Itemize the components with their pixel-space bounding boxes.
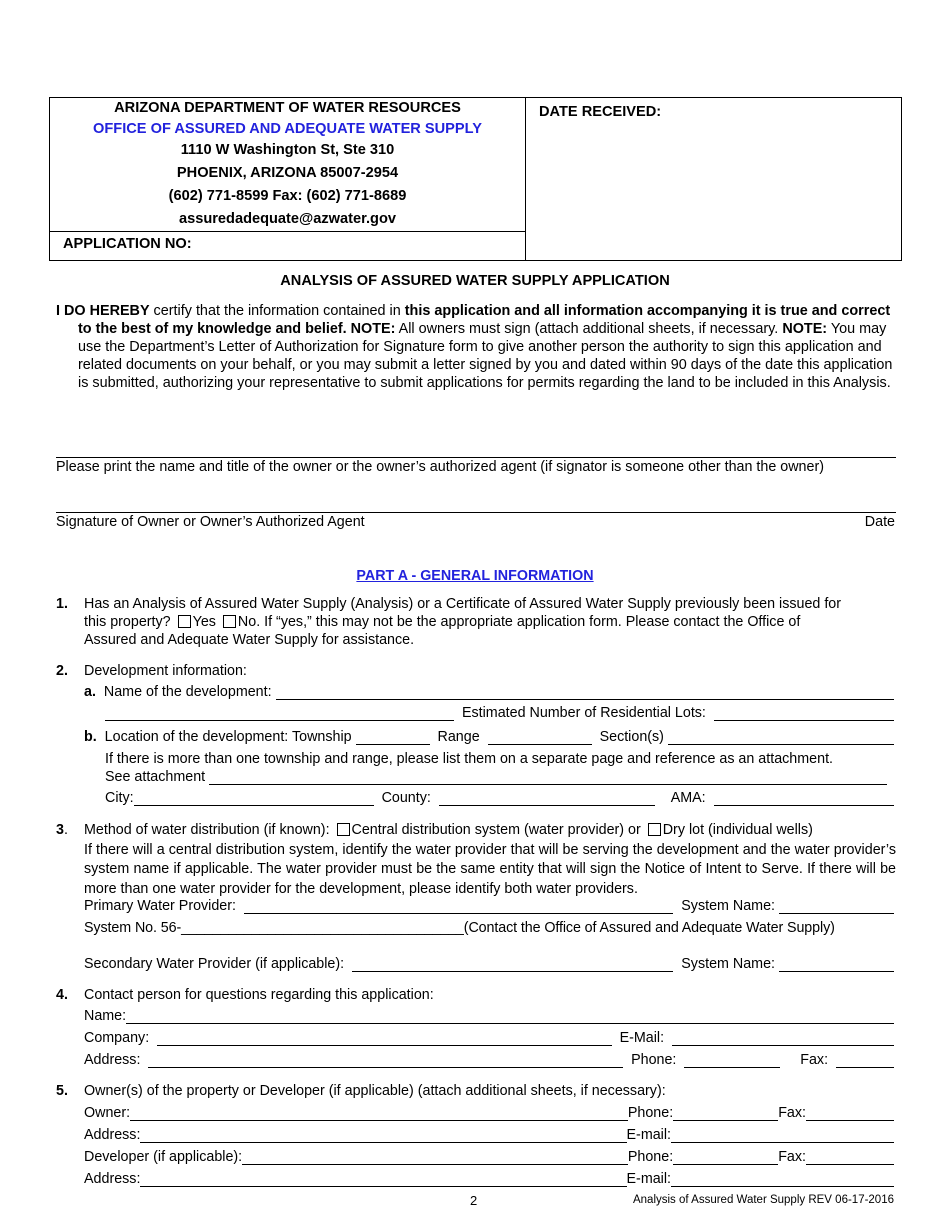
contact-email-field[interactable] <box>672 1033 894 1046</box>
form-title: ANALYSIS OF ASSURED WATER SUPPLY APPLICATION <box>280 273 670 289</box>
print-name-line[interactable] <box>56 457 896 458</box>
q1-line3: Assured and Adequate Water Supply for assistance. <box>84 632 415 648</box>
q2-number: 2. <box>56 663 68 679</box>
contact-name-field[interactable] <box>126 1011 894 1024</box>
developer-fax-field[interactable] <box>806 1152 894 1165</box>
cert-lead: I DO HEREBY <box>56 303 150 319</box>
q2a-row <box>84 684 894 700</box>
primary-provider-label: Primary Water Provider: <box>84 898 236 914</box>
county-field[interactable] <box>439 793 655 806</box>
q1-rest: If “yes,” this may not be the appropriate application form. Please contact the Office of <box>260 614 801 630</box>
ama-field[interactable] <box>714 793 894 806</box>
contact-address-label: Address: <box>84 1052 141 1068</box>
owner-phone-label: Phone: <box>627 1105 674 1121</box>
q1-no-checkbox[interactable] <box>223 615 236 628</box>
contact-name-row <box>84 1008 894 1024</box>
development-name-field[interactable] <box>276 687 894 700</box>
application-no-label: APPLICATION NO: <box>63 236 192 252</box>
owner-address-field[interactable] <box>140 1130 626 1143</box>
system-name-2-label: System Name: <box>681 956 776 972</box>
owner-address-row <box>84 1127 894 1143</box>
contact-address-field[interactable] <box>148 1055 623 1068</box>
developer-fax-label: Fax: <box>778 1149 806 1165</box>
cert-text-2: All owners must sign (attach additional sheets, if necessary. <box>395 321 783 337</box>
development-name-field-cont[interactable] <box>105 708 454 721</box>
developer-row <box>84 1149 894 1165</box>
agency-street: 1110 W Washington St, Ste 310 <box>180 142 395 158</box>
contact-fax-field[interactable] <box>836 1055 894 1068</box>
q1-number: 1. <box>56 596 68 612</box>
contact-address-row <box>84 1052 894 1068</box>
system-no-label: System No. 56- <box>84 920 182 936</box>
q5-number: 5. <box>56 1083 68 1099</box>
system-no-note: (Contact the Office of Assured and Adequate Water Supply) <box>463 920 835 936</box>
developer-address-field[interactable] <box>140 1174 626 1187</box>
primary-provider-row <box>84 898 894 914</box>
lots-row <box>105 705 894 721</box>
owner-fax-label: Fax: <box>778 1105 806 1121</box>
developer-address-label: Address: <box>84 1171 141 1187</box>
contact-name-label: Name: <box>84 1008 127 1024</box>
revision-label: Analysis of Assured Water Supply REV 06-17-2016 <box>632 1194 894 1206</box>
contact-fax-label: Fax: <box>800 1052 829 1068</box>
owner-label: Owner: <box>84 1105 131 1121</box>
owner-phone-field[interactable] <box>673 1108 778 1121</box>
system-no-row <box>84 920 835 936</box>
header-divider-horizontal <box>50 231 525 232</box>
q1-no-label: No. <box>237 614 261 630</box>
print-name-label: Please print the name and title of the owner or the owner’s authorized agent (if signator is someone other than the owner) <box>56 459 824 475</box>
developer-label: Developer (if applicable): <box>84 1149 243 1165</box>
owner-field[interactable] <box>130 1108 628 1121</box>
contact-email-label: E-Mail: <box>619 1030 665 1046</box>
contact-phone-field[interactable] <box>684 1055 780 1068</box>
see-attachment-label: See attachment <box>105 769 206 785</box>
dry-lot-checkbox[interactable] <box>648 823 661 836</box>
q1-line2 <box>84 614 800 630</box>
developer-phone-label: Phone: <box>627 1149 674 1165</box>
q4-number: 4. <box>56 987 68 1003</box>
secondary-provider-field[interactable] <box>352 959 673 972</box>
agency-block <box>50 98 525 230</box>
city-label: City: <box>105 790 134 806</box>
sections-field[interactable] <box>668 732 894 745</box>
method-label: Method of water distribution (if known): <box>84 822 330 838</box>
dry-lot-label: Dry lot (individual wells) <box>662 822 813 838</box>
city-county-row <box>105 790 894 806</box>
q1-yes-label: Yes <box>192 614 216 630</box>
office-name: OFFICE OF ASSURED AND ADEQUATE WATER SUPPLY <box>93 121 482 137</box>
central-system-label: Central distribution system (water provider) or <box>351 822 641 838</box>
developer-email-field[interactable] <box>671 1174 894 1187</box>
q2b-row <box>84 729 894 745</box>
city-field[interactable] <box>134 793 374 806</box>
page-number: 2 <box>470 1193 478 1208</box>
development-name-label: Name of the development: <box>103 684 272 700</box>
cert-bold-2: NOTE: <box>782 321 828 337</box>
agency-city: PHOENIX, ARIZONA 85007-2954 <box>176 165 399 181</box>
developer-email-label: E-mail: <box>626 1171 671 1187</box>
developer-address-row <box>84 1171 894 1187</box>
contact-phone-label: Phone: <box>631 1052 677 1068</box>
part-a-heading: PART A - GENERAL INFORMATION <box>356 568 594 584</box>
see-attachment-field[interactable] <box>209 772 887 785</box>
cert-text-1: certify that the information contained in <box>149 303 405 319</box>
primary-provider-field[interactable] <box>244 901 673 914</box>
range-field[interactable] <box>488 732 592 745</box>
contact-company-row <box>84 1030 894 1046</box>
contact-company-field[interactable] <box>157 1033 611 1046</box>
secondary-provider-row <box>84 956 894 972</box>
system-name-field[interactable] <box>779 901 894 914</box>
q2a-letter: a. <box>84 684 96 700</box>
cert-bold-1: this application and all information accompanying it is true and correct to the best of my knowledge and belief. NOTE: <box>78 303 891 337</box>
owner-email-field[interactable] <box>671 1130 894 1143</box>
secondary-provider-label: Secondary Water Provider (if applicable): <box>84 956 345 972</box>
q3-method-row <box>84 822 813 838</box>
agency-email: assuredadequate@azwater.gov <box>178 211 396 227</box>
ama-label: AMA: <box>670 790 706 806</box>
q5-label: Owner(s) of the property or Developer (if applicable) (attach additional sheets, if necessary): <box>84 1083 666 1099</box>
county-label: County: <box>381 790 431 806</box>
signature-line[interactable] <box>56 512 896 513</box>
attachment-row <box>105 769 887 785</box>
developer-field[interactable] <box>242 1152 628 1165</box>
q3-number: 3. <box>56 822 68 838</box>
signature-label: Signature of Owner or Owner’s Authorized Agent <box>56 514 365 530</box>
township-field[interactable] <box>356 732 430 745</box>
system-no-field[interactable]: ____________________________________ <box>181 920 464 936</box>
q1-line1: Has an Analysis of Assured Water Supply (Analysis) or a Certificate of Assured Water Supply previously been issued for <box>84 596 842 612</box>
multi-township-note: If there is more than one township and range, please list them on a separate page and reference as an attachment. <box>105 751 834 767</box>
township-label: Location of the development: Township <box>104 729 352 745</box>
header-box <box>49 97 902 261</box>
q3-instructions: If there will a central distribution system, identify the water provider that will be serving the development and the water provider’s system name if applicable. The water provider must be the same entity that will sign the Notice of Intent to Serve. If there will be more than one water provider for the development, please identify both water providers. <box>84 842 896 897</box>
agency-name: ARIZONA DEPARTMENT OF WATER RESOURCES <box>114 100 461 116</box>
range-label: Range <box>437 729 480 745</box>
owner-address-label: Address: <box>84 1127 141 1143</box>
developer-phone-field[interactable] <box>673 1152 778 1165</box>
owner-email-label: E-mail: <box>626 1127 671 1143</box>
contact-company-label: Company: <box>84 1030 150 1046</box>
system-name-2-field[interactable] <box>779 959 894 972</box>
q2b-letter: b. <box>84 729 97 745</box>
sections-label: Section(s) <box>599 729 664 745</box>
lots-label: Estimated Number of Residential Lots: <box>461 705 706 721</box>
cert-text-3: You may use the Department’s Letter of Authorization for Signature form to give another person the authority to sign this application and related documents on your behalf, or you may submit a letter signed by you and dated within 90 days of the date this application is submitted, authorizing your representative to submit applications for permits regarding the land to be included in this Analysis. <box>78 321 893 391</box>
date-received-label: DATE RECEIVED: <box>539 104 662 120</box>
q4-label: Contact person for questions regarding this application: <box>84 987 434 1003</box>
central-system-checkbox[interactable] <box>337 823 350 836</box>
header-divider-vertical <box>525 98 526 261</box>
lots-field[interactable] <box>714 708 894 721</box>
q2-label: Development information: <box>84 663 247 679</box>
owner-row <box>84 1105 894 1121</box>
q1-this-property: this property? <box>84 614 171 630</box>
owner-fax-field[interactable] <box>806 1108 894 1121</box>
signature-date-label: Date <box>864 514 895 530</box>
q1-yes-checkbox[interactable] <box>178 615 191 628</box>
system-name-label: System Name: <box>681 898 776 914</box>
certification-statement <box>56 302 901 392</box>
agency-phones: (602) 771-8599 Fax: (602) 771-8689 <box>168 188 407 204</box>
